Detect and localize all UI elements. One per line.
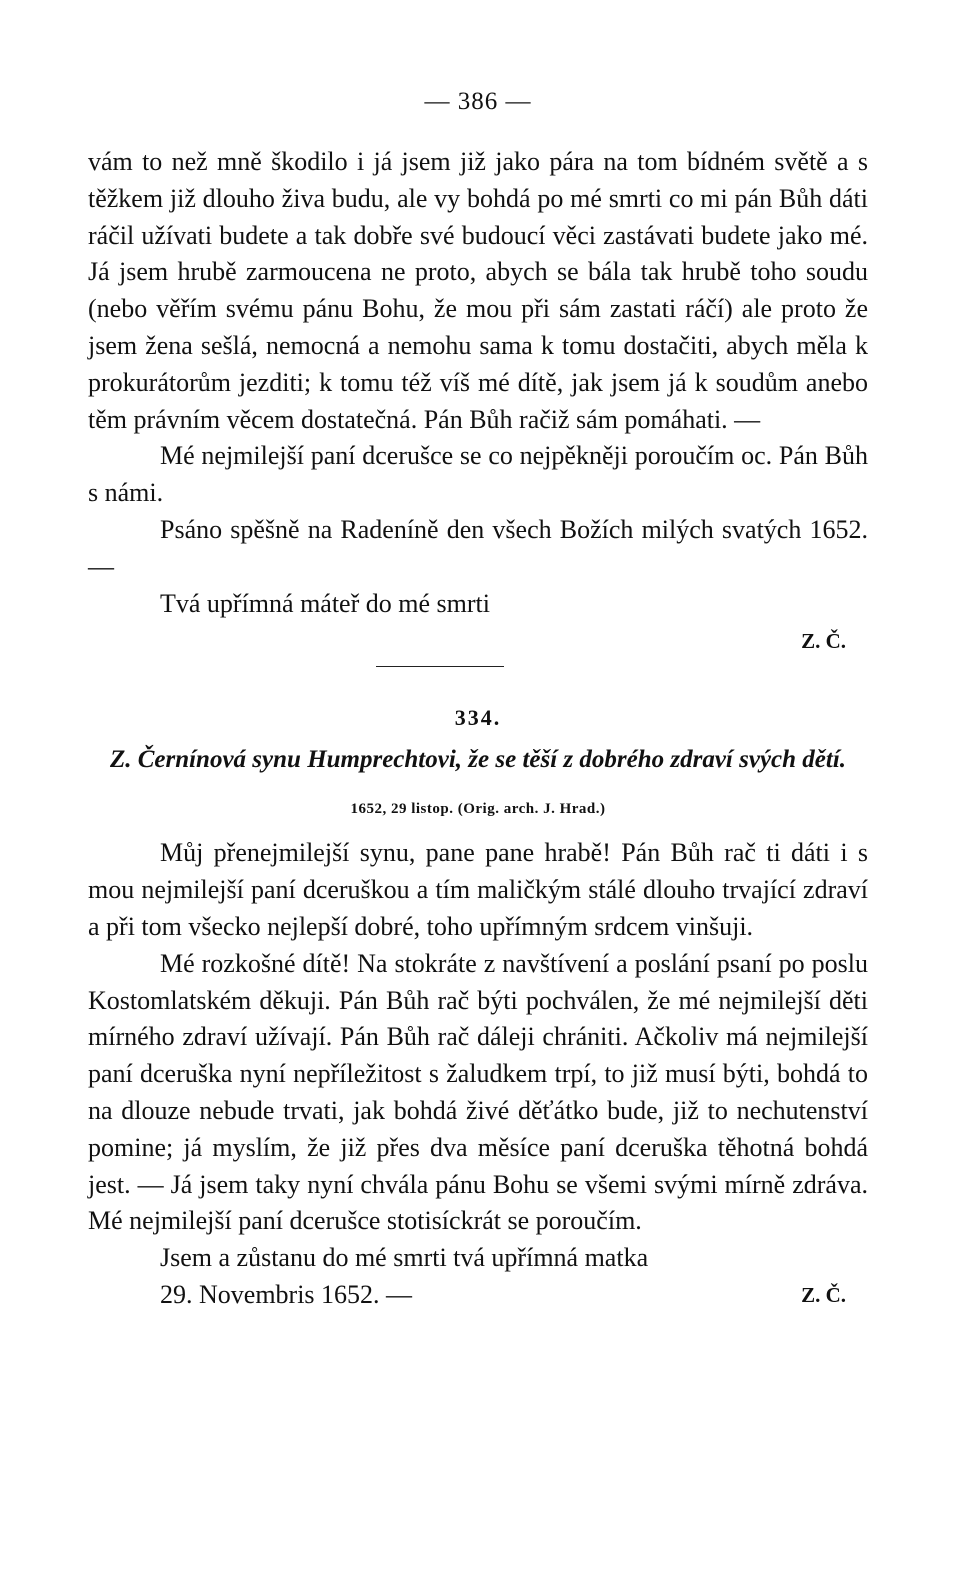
paragraph-closing: Tvá upřímná máteř do mé smrti bbox=[160, 588, 490, 618]
document-title: Z. Černínová synu Humprechtovi, že se těší z dobrého zdraví svých dětí. bbox=[109, 746, 847, 774]
section-divider bbox=[376, 666, 504, 667]
paragraph-dateline: Psáno spěšně na Radeníně den všech Božích milých svatých 1652. — bbox=[88, 514, 868, 581]
paragraph-letter-continuation: vám to než mně škodilo i já jsem již jako pára na tom bídném světě a s těžkem již dlouho živa budu, ale vy bohdá po mé smrti co mi pán Bůh dáti ráčil užívati budete a tak dobře své budoucí věci zastávati budete jako mé. Já jsem hrubě zarmoucena ne proto, abych se bála tak hrubě toho soudu (nebo věřím svému pánu Bohu, že mou při sám zastati ráčí) ale proto že jsem žena sešlá, nemocná a nemohu sama k tomu dostačiti, abych měla k prokurátorům jezditi; k tomu též víš mé dítě, jak jsem já k soudům anebo těm právním věcem dostatečná. Pán Bůh račiž sám pomáhati. — bbox=[88, 147, 868, 434]
paragraph-body: Mé rozkošné dítě! Na stokráte z navštívení a poslání psaní po poslu Kostomlatském děkuji. Pán Bůh rač býti pochválen, že mé nejmilejší děti mírného zdraví užívají. Pán Bůh rač dáleji chrániti. Ačkoliv má nejmilejší paní dceruška nyní nepříležitost s žaludkem trpí, to již musí býti, bohdá to na dlouze nebude trvati, jak bohdá živé děťátko bude, již to nechutenství pomine; já myslím, že již přes dva měsíce paní dceruška těhotná bohdá jest. — Já jsem taky nyní chvála pánu Bohu se všemi svými mírně zdráva. Mé nejmilejší paní dcerušce stotisíckrát se poroučím. bbox=[88, 948, 868, 1236]
document-date-source: 1652, 29 listop. (Orig. arch. J. Hrad.) bbox=[350, 801, 606, 818]
paragraph-greeting: Mé nejmilejší paní dcerušce se co nejpěkněji poroučím oc. Pán Bůh s námi. bbox=[88, 441, 868, 508]
document-number: 334. bbox=[454, 705, 502, 731]
paragraph-closing: Jsem a zůstanu do mé smrti tvá upřímná matka bbox=[160, 1243, 649, 1273]
closing-dateline bbox=[88, 1277, 868, 1313]
page-number: — 386 — bbox=[424, 88, 532, 115]
signature-initials: Z. Č. bbox=[801, 629, 846, 654]
signature-initials: Z. Č. bbox=[801, 1282, 846, 1307]
document-page bbox=[88, 82, 868, 1313]
paragraph-salutation: Můj přenejmilejší synu, pane pane hrabě! Pán Bůh rač ti dáti i s mou nejmilejší paní dceruškou a tím maličkým stálé dlouho trvající zdraví a při tom všecko nejlepší dobré, toho upřímným srdcem vinšuji. bbox=[88, 838, 868, 941]
closing-date: 29. Novembris 1652. — bbox=[160, 1279, 413, 1309]
